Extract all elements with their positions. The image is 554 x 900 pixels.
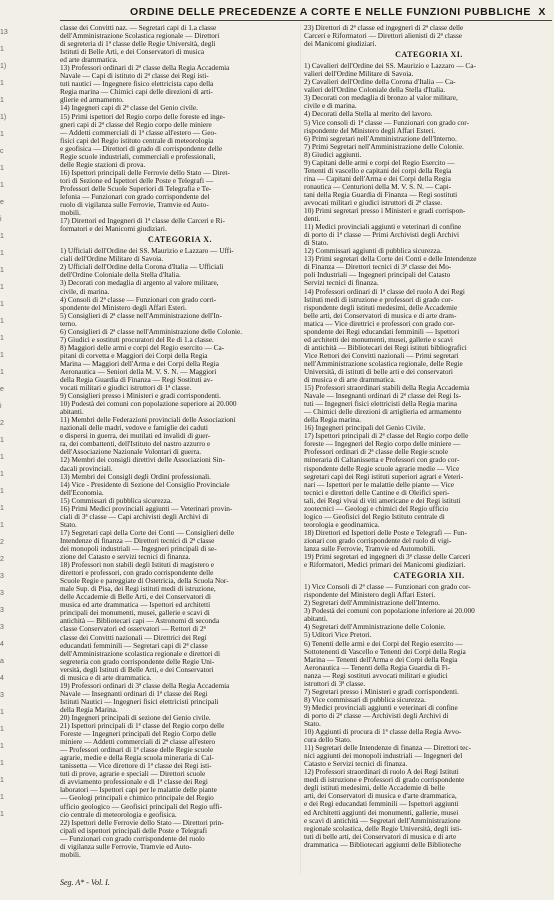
text-line: 7) Giudici e sostituti procuratori del Re di 1.a classe. <box>60 334 214 344</box>
text-line: 12) Membri dei consigli direttivi delle Associazioni Sin- <box>60 455 225 465</box>
text-line: 18) Professori non stabili degli Istituti di magistero e <box>60 560 215 570</box>
text-line: avvocati militari e giudici istruttori di 2ª classe. <box>304 197 443 207</box>
text-line: cio centrale di meteorologia e geofisica. <box>60 809 177 819</box>
text-line: versità, degli Istituti di Belle Arti, e dei Conservatori <box>60 664 214 674</box>
text-line: ed arte drammatica. <box>60 55 118 65</box>
text-line: 8) Maggiori delle armi e corpi del Regio esercito — Ca- <box>60 342 225 352</box>
text-line: teorologia e geodinamica. <box>304 519 380 529</box>
margin-mark: 1 <box>0 777 4 784</box>
category-heading: CATEGORIA X. <box>147 235 213 245</box>
margin-mark: 1 <box>0 437 4 444</box>
text-line: rispondente del Ministero degli Affari Esteri. <box>304 125 436 135</box>
text-line: 15) Professori straordinari stabili della Regia Accademia <box>304 383 470 393</box>
text-line: Sottotenenti di Vascello e Tenenti dei Corpi della Regia <box>304 646 466 656</box>
text-line: 5) Consiglieri di 2ª classe nell'Amministrazione dell'In- <box>60 310 222 320</box>
text-line: cura dello Stato. <box>304 735 352 745</box>
text-line: e geofisica — Direttori di grado di corrispondente delle <box>60 143 223 153</box>
text-line: 11) Membri delle Federazioni provinciali delle Associazioni <box>60 415 236 425</box>
margin-mark: 1 <box>0 301 4 308</box>
text-line: spondente del Ministero degli Affari Esteri. <box>60 302 187 312</box>
margin-mark: 1 <box>0 318 4 325</box>
margin-mark: 1 <box>0 80 4 87</box>
text-line: mobili. <box>60 208 81 218</box>
text-line: degli istituti medesimi, delle Accademie di belle <box>304 783 445 793</box>
text-line: 1) Vice Consoli di 2ª classe — Funzionari con grado cor- <box>304 582 471 592</box>
margin-mark: e <box>0 199 4 206</box>
text-line: Regie scuole industriali, commerciali e professionali, <box>60 151 216 161</box>
text-line: Regia marina — Chimici capi delle direzioni di arti- <box>60 87 213 97</box>
text-line: 5) Uditori Vice Pretori. <box>304 630 372 640</box>
text-line: terno. <box>60 318 77 328</box>
margin-mark: 1 <box>0 522 4 529</box>
text-line: mobili. <box>60 849 81 859</box>
text-line: 6) Consiglieri di 2ª classe nell'Amministrazione delle Colonie. <box>60 326 243 336</box>
text-line: 3) Decorati con medaglia di bronzo al valor militare, <box>304 93 458 103</box>
text-line: 5) Vice consoli di 1ª classe — Funzionari con grado cor- <box>304 117 470 127</box>
text-line: Marina — Tenenti dell'Arma e dei Corpi della Regia <box>304 654 458 664</box>
text-line: tuti nautici — Ingegnere fisico elettricista capo della <box>60 79 214 89</box>
margin-mark: 3 <box>0 692 4 699</box>
text-line: — Funzionari con grado corrispondente del ruolo <box>60 833 205 843</box>
text-line: 13) Professori ordinari di 2ª classe della Regia Accademia <box>60 63 230 73</box>
text-line: agrarie, medie e della Regia scuola mineraria di Cal- <box>60 753 214 763</box>
margin-mark: 1 <box>0 505 4 512</box>
text-line: dell'Economia. <box>60 487 104 497</box>
text-line: 19) Professori ordinari di 3ª classe della Regia Accademia <box>60 680 230 690</box>
margin-mark: i <box>0 216 2 223</box>
text-line: dell'Associazione Nazionale Volontari di guerra. <box>60 447 202 457</box>
margin-mark: 1 <box>0 267 4 274</box>
text-line: drammatica — Bibliotecari aggiunti delle Biblioteche <box>304 839 462 849</box>
text-line: nazionali delle madri, vedove e famiglie dei caduti <box>60 423 208 433</box>
text-line: 20) Ingegneri principali di sezione del Genio civile. <box>60 712 211 722</box>
text-line: 13) Primi segretari della Corte dei Conti e delle Intendenze <box>304 254 477 264</box>
text-line: dei monopoli industriali — Ingegneri principali di se- <box>60 544 217 553</box>
text-line: classe Conservatori ed osservatori — Rettori di 2ª <box>60 624 206 634</box>
margin-mark: 1) <box>0 114 7 121</box>
text-line: 15) Commissari di pubblica sicurezza. <box>60 495 173 505</box>
text-line: 9) Consiglieri presso i Ministeri e gradi corrispondenti. <box>60 391 221 401</box>
text-line: 19) Primi segretari ed ingegneri di 3ª classe delle Carceri <box>304 552 471 562</box>
text-line: valieri dell'Ordine Coloniale della Stella d'Italia. <box>304 85 446 95</box>
text-line: pitani di corvetta e Maggiori dei Corpi della Regia <box>60 350 208 360</box>
text-line: formatori e dei Manicomi giudiziari. <box>60 224 167 234</box>
text-line: gneri capi di 2ª classe del Regio corpo delle miniere <box>60 119 212 129</box>
text-line: rispondente del Ministero degli Affari Esteri. <box>304 590 436 600</box>
text-line: di porto di 1ª classe — Primi Archivisti degli Archivi <box>304 230 460 240</box>
text-line: di musica e di arte drammatica. <box>304 375 396 385</box>
text-line: segreteria con grado corrispondente delle Regie Uni- <box>60 656 215 666</box>
margin-mark: c <box>0 148 4 155</box>
text-line: male Sup. di Pisa, dei Regi istituti medi di istruzione, <box>60 584 216 594</box>
text-line: Carceri e Riformatori — Direttori alienisti di 2ª classe <box>304 31 463 41</box>
text-line: denti. <box>304 214 321 224</box>
text-line: — Professori ordinari di 1ª classe delle Regie scuole <box>60 745 214 755</box>
text-line: — Chimici delle direzioni di artiglieria ed armamento <box>304 407 462 417</box>
text-line: 3) Decorati con medaglia di argento al valore militare, <box>60 278 219 288</box>
text-line: di vigilanza sulle Ferrovie, Tramvie ed Auto- <box>60 841 192 851</box>
text-line: 9) Capitani delle armi e corpi del Regio Esercito — <box>304 157 455 167</box>
margin-mark: 1 <box>0 233 4 240</box>
margin-mark: i <box>0 403 2 410</box>
text-line: Scuole Regie e pareggiate di Ostetricia, della Scuola Nor- <box>60 576 229 586</box>
text-line: Foreste — Ingegneri principali del Regio Corpo delle <box>60 729 217 739</box>
text-line: 10) Podestà dei comuni con popolazione superiore ai 20.000 <box>60 399 237 409</box>
text-line: 1) Cavalieri dell'Ordine dei SS. Maurizio e Lazzaro — Ca- <box>304 61 476 71</box>
text-line: segretari capi dei Regi istituti superiori agrari e Veteri- <box>304 471 464 481</box>
text-line: di avviamento professionale e di 1ª classe dei Regi <box>60 777 208 787</box>
margin-mark: 1 <box>0 131 4 138</box>
text-line: delle Regie stazioni di prova. <box>60 159 146 169</box>
header-rule <box>60 20 552 21</box>
page-footer <box>60 878 360 887</box>
text-line: Marina — Maggiori dell'Arma e dei Corpi della Regia <box>60 358 219 368</box>
margin-mark: 3 <box>0 573 4 580</box>
margin-mark: 1 <box>0 811 4 818</box>
text-line: Istituti Nautici — Ingegneri fisici elettricisti principali <box>60 696 219 706</box>
text-line: 7) Primi Segretari nell'Amministrazione delle Colonie. <box>304 141 464 151</box>
margin-mark: 3 <box>0 624 4 631</box>
text-line: Navale — Insegnanti ordinari di 2ª classe dei Regi Is- <box>304 391 462 401</box>
text-line: di musica e di arte drammatica. <box>60 672 152 682</box>
text-line: abitanti. <box>60 407 84 417</box>
right-column <box>304 24 554 849</box>
text-line: tecnici e direttori delle Cantine e di Oleifici speri- <box>304 487 450 497</box>
margin-mark: 1 <box>0 250 4 257</box>
text-line: di segreteria di 1ª classe delle Regie Università, degli <box>60 39 216 49</box>
text-line: dell'Ordine Coloniale della Stella d'Italia. <box>60 270 181 280</box>
text-line: 14) Vice - Presidente di Sezione del Consiglio Provinciale <box>60 479 230 489</box>
text-line: 17) Direttori ed Ingegneri di 1ª classe delle Carceri e Ri- <box>60 216 225 226</box>
text-line: e dispersi in guerra, dei mutilati ed invalidi di guer- <box>60 431 211 441</box>
text-line: 21) Ispettori principali di 1ª classe del Regio corpo delle <box>60 721 225 731</box>
text-line: Vice Rettori dei Convitti nazionali — Primi segretari <box>304 350 459 360</box>
margin-mark: 1 <box>0 97 4 104</box>
text-line: tori di Sezione ed Ispettori delle Poste e Telegrafi — <box>60 175 214 185</box>
text-line: 1) Ufficiali dell'Ordine dei SS. Maurizio e Lazzaro — Uffi- <box>60 246 234 256</box>
text-line: tuti — Ingegneri fisici elettricisti della Regia marina <box>304 399 457 409</box>
text-line: Servizi tecnici di finanza. <box>304 278 379 288</box>
text-line: 8) Vice commissari di pubblica sicurezza. <box>304 694 426 704</box>
text-line: ra, dei combattenti, dell'Istituto del nastro azzurro e <box>60 439 211 449</box>
margin-mark: 1 <box>0 182 4 189</box>
margin-mark: 4 <box>0 675 4 682</box>
text-line: ronautica — Centurioni della M. V. S. N. — Capi- <box>304 181 452 191</box>
text-line: ruolo di vigilanza sulle Ferrovie, Tramvie ed Auto- <box>60 200 209 210</box>
category-heading: CATEGORIA XII. <box>393 571 465 581</box>
text-line: 2) Ufficiali dell'Ordine della Corona d'Italia — Ufficiali <box>60 262 224 272</box>
text-line: tali, dei Regi vivai di viti americane e dei Regi istituti <box>304 495 461 505</box>
left-column <box>60 24 300 859</box>
category-heading: CATEGORIA XI. <box>395 50 463 60</box>
text-line: 7) Segretari presso i Ministeri e gradi corrispondenti. <box>304 686 459 696</box>
text-line: nari — Ispettori per le malattie delle piante — Vice <box>304 479 454 489</box>
margin-mark: 3 <box>0 590 4 597</box>
text-line: abitanti. <box>304 614 328 624</box>
text-line: 13) Membri dei Consigli degli Ordini professionali. <box>60 471 211 481</box>
text-line: dacali provinciali. <box>60 463 113 473</box>
margin-mark: 1 <box>0 352 4 359</box>
text-line: dei Manicomi giudiziari. <box>304 39 377 49</box>
text-line: ciali dell'Ordine Militare di Savoia. <box>60 254 164 264</box>
text-line: cipali ed ispettori principali delle Poste e Telegrafi <box>60 825 208 835</box>
text-line: nell'Amministrazione scolastica regionale, delle Regie <box>304 358 463 368</box>
text-line: 4) Consoli di 2ª classe — Funzionari con grado corri- <box>60 294 217 304</box>
text-line: di Stato. <box>304 238 329 248</box>
text-line: Navale — Insegnanti ordinari di 1ª classe dei Regi <box>60 688 208 698</box>
text-line: rina — Capitani dell'Arma e dei Corpi della Regia <box>304 173 451 183</box>
text-line: ciali di 3ª classe — Capi archivisti degli Archivi di <box>60 511 209 521</box>
page-numeral: X <box>538 6 546 18</box>
text-line: tuti di belle arti, dei Conservatori di musica e di arte <box>304 831 457 841</box>
text-line: 14) Professori ordinari di 1ª classe del ruolo A dei Regi <box>304 286 465 296</box>
text-line: di porto di 2ª classe — Archivisti degli Archivi di <box>304 710 449 720</box>
text-line: 9) Medici provinciali aggiunti e veterinari di confine <box>304 702 458 712</box>
margin-mark: 1 <box>0 726 4 733</box>
text-line: medi di istruzione e Professori di grado corrispondente <box>304 775 465 785</box>
text-line: civile, di marina. <box>60 286 110 296</box>
text-line: logico — Geofisici del Regio Istituto centrale di <box>304 511 445 521</box>
text-line: e scavi di antichità — Segretari dell'Amministrazione <box>304 815 461 825</box>
text-line: musica ed arte drammatica — Ispettori ed architetti <box>60 600 211 610</box>
text-line: Catasto e Servizi tecnici di finanza. <box>304 759 408 769</box>
text-line: arti, dei Conservatori di musica e d'arte drammatica, <box>304 791 457 801</box>
page-header <box>130 6 550 18</box>
text-line: Istituti di Belle Arti, e dei Conservatori di musica <box>60 47 205 57</box>
text-line: nici aggiunti dei monopoli industriali — Ingegneri del <box>304 751 463 761</box>
margin-mark: 1 <box>0 165 4 172</box>
text-line: 16) Ispettori principali delle Ferrovie dello Stato — Diret- <box>60 167 230 177</box>
text-line: e dei Regi educandati femminili — Ispettori aggiunti <box>304 799 459 809</box>
text-line: rispondente delle Regie scuole agrarie medie — Vice <box>304 463 460 473</box>
text-line: ufficio geologico — Geofisici principali del Regio uffi- <box>60 801 223 811</box>
text-line: Istituti medi di istruzione e professori di grado cor- <box>304 294 453 304</box>
text-line: della Regia Marina. <box>60 704 118 714</box>
text-line: ed Architetti aggiunti dei monumenti, gallerie, musei <box>304 807 459 817</box>
text-line: Navale — Capi di istituto di 2ª classe dei Regi isti- <box>60 71 209 81</box>
text-line: 3) Podestà dei comuni con popolazione inferiore ai 20.000 <box>304 606 475 616</box>
text-line: 4) Segretari dell'Amministrazione delle Colonie. <box>304 622 446 632</box>
text-line: 16) Primi Medici provinciali aggiunti — Veterinari provin- <box>60 503 233 513</box>
text-line: civile e di marina. <box>304 101 357 111</box>
text-line: ed architetti dei monumenti, musei, gallerie e scavi <box>304 334 453 344</box>
text-line: educandati femminili — Segretari capi di 2ª classe <box>60 640 208 650</box>
text-line: mineraria di Caltanissetta e Professori con grado cor- <box>304 455 460 465</box>
text-line: Professori delle Scuole Superiori di Telegrafia e Te- <box>60 183 212 193</box>
text-line: tuti di prove, agrarie e speciali — Direttori scuole <box>60 769 206 779</box>
margin-mark: 2 <box>0 539 4 546</box>
footer-text: Seg. A* - Vol. I. <box>60 878 110 887</box>
text-line: 15) Primi ispettori del Regio corpo delle foreste ed inge- <box>60 111 226 121</box>
text-line: Aeronautica — Seniori della M. V. S. N. — Maggiori <box>60 366 217 376</box>
text-line: 17) Segretari capi della Corte dei Conti — Consiglieri delle <box>60 527 235 537</box>
text-line: 6) Tenenti delle armi e dei Corpi del Regio esercito — <box>304 638 463 648</box>
margin-mark: 1 <box>0 335 4 342</box>
text-line: zootecnici — Geologi e chimici del Regio ufficio <box>304 503 449 513</box>
margin-mark: 1 <box>0 760 4 767</box>
margin-mark: 2 <box>0 556 4 563</box>
text-line: principali dei monumenti, musei, gallerie e scavi di <box>60 608 210 618</box>
text-line: di Finanza — Direttori tecnici di 3ª classe dei Mo- <box>304 262 452 272</box>
margin-mark: 13 <box>0 29 8 36</box>
margin-mark: 1 <box>0 284 4 291</box>
text-line: 11) Medici provinciali aggiunti e veterinari di confine <box>304 222 462 232</box>
margin-mark: a <box>0 658 4 665</box>
text-line: delle Accademie di Belle Arti, e dei Conservatori di <box>60 592 211 602</box>
margin-mark: 2 <box>0 420 4 427</box>
text-line: vocati militari e giudici istruttori di 1ª classe. <box>60 383 192 393</box>
margin-mark: 3 <box>0 607 4 614</box>
text-line: glierie ed armamento. <box>60 95 124 105</box>
text-line: lanza sulle Ferrovie, Tramvie ed Automobili. <box>304 544 436 553</box>
text-line: lefonia — Funzionari con grado corrispondente del <box>60 191 210 201</box>
text-line: Intendenze di finanza — Direttori tecnici di 2ª classe <box>60 535 215 545</box>
margin-mark: 1 <box>0 46 4 53</box>
text-line: 18) Direttori ed Ispettori delle Poste e Telegrafi — Fun- <box>304 527 467 537</box>
text-line: 14) Ingegneri capi di 2ª classe del Genio civile. <box>60 103 198 113</box>
text-line: Tenenti di vascello e capitani dei corpi della Regia <box>304 165 452 175</box>
text-line: Università, di istituti di belle arti e dei conservatori <box>304 366 453 376</box>
text-line: della Regia Guardia di Finanza — Regi Sostituti av- <box>60 375 213 385</box>
text-line: foreste — Ingegneri del Regio corpo delle miniere — <box>304 439 461 449</box>
text-line: poli Industriali — Ingegneri principali del Catasto <box>304 270 451 280</box>
text-line: antichità — Bibliotecari capi — Astronomi di seconda <box>60 616 220 626</box>
margin-mark: 1 <box>0 709 4 716</box>
text-line: — Addetti commerciali di 1ª classe all'estero — Geo- <box>60 127 217 137</box>
text-line: 12) Professori straordinari di ruolo A dei Regi Istituti <box>304 767 459 777</box>
margin-mark: 1 <box>0 794 4 801</box>
text-line: 6) Primi segretari nell'Amministrazione dell'Interno. <box>304 133 457 143</box>
margin-mark: 1 <box>0 471 4 478</box>
text-line: dell'Amministrazione scolastica regionale e direttori di <box>60 648 220 658</box>
text-line: valieri dell'Ordine Militare di Savoia. <box>304 69 414 79</box>
text-line: 23) Direttori di 2ª classe ed ingegneri di 2ª classe delle <box>304 24 464 32</box>
text-line: direttori e professori, con grado corrispondente delle <box>60 568 214 578</box>
column-divider <box>300 24 301 874</box>
text-line: tani della Regia Guardia di Finanza — Regi sostituti <box>304 189 458 199</box>
text-line: fisici capi del Regio istituto centrale di meteorologia <box>60 135 214 145</box>
text-line: matica — Vice direttrici e professori con grado cor- <box>304 318 455 328</box>
text-line: 22) Ispettori delle Ferrovie dello Stato — Direttori prin- <box>60 817 224 827</box>
margin-mark: e <box>0 386 4 393</box>
text-line: miniere — Addetti commerciali di 2ª classe all'estero <box>60 737 216 747</box>
text-line: zione del Catasto e servizi tecnici di finanza. <box>60 552 191 562</box>
text-line: della Regia marina. <box>304 415 361 425</box>
margin-gutter <box>0 24 52 884</box>
text-line: rispondente degli istituti medesimi, delle Accademie <box>304 302 458 312</box>
text-line: classe dei Convitti naz. — Segretari capi di 1.a classe <box>60 24 217 32</box>
text-line: 12) Commissari aggiunti di pubblica sicurezza. <box>304 246 442 256</box>
text-line: zionari con grado corrispondente del ruolo di vigi- <box>304 535 452 545</box>
margin-mark: 1 <box>0 743 4 750</box>
text-line: 8) Giudici aggiunti. <box>304 149 362 159</box>
text-line: laboratori — Ispettori capi per le malattie delle piante <box>60 785 217 795</box>
text-line: Aeronautica — Tenenti della Regia Guardia di Fi- <box>304 662 451 672</box>
text-line: e Riformatori, Medici primari dei Manicomi giudiziari. <box>304 560 466 570</box>
text-line: nanza — Regi sostituti avvocati militari e giudici <box>304 670 448 680</box>
text-line: regionale scolastica, delle Regie Università, degli isti- <box>304 823 462 833</box>
text-line: 10) Aggiunti di procura di 1ª classe della Regia Avvo- <box>304 727 462 737</box>
text-line: classe dei Convitti nazionali — Direttrici dei Regi <box>60 632 207 642</box>
margin-mark: 4 <box>0 641 4 648</box>
text-line: 17) Ispettori principali di 2ª classe del Regio corpo delle <box>304 431 469 441</box>
margin-mark: 1 <box>0 369 4 376</box>
text-line: 10) Primi segretari presso i Ministeri e gradi corrispon- <box>304 206 466 216</box>
margin-mark: 1) <box>0 63 7 70</box>
text-line: 16) Ingegneri principali del Genio Civile. <box>304 423 426 433</box>
text-line: Professori ordinari di 2ª classe delle Regie scuole <box>304 447 449 457</box>
text-line: spondente dei Regi educandati femminili — Ispettori <box>304 326 460 336</box>
margin-mark: 1 <box>0 454 4 461</box>
text-line: 2) Segretari dell'Amministrazione dell'Interno. <box>304 598 440 608</box>
text-line: 2) Cavalieri dell'Ordine della Corona d'Italia — Ca- <box>304 77 456 87</box>
header-title: ORDINE DELLE PRECEDENZE A CORTE E NELLE FUNZIONI PUBBLICHE <box>130 6 531 18</box>
text-line: tanissetta — Vice direttore di 1ª classe dei Regi isti- <box>60 761 212 771</box>
text-line: istruttori di 3ª classe. <box>304 678 366 688</box>
text-line: dell'Amministrazione Scolastica regionale — Direttori <box>60 31 220 41</box>
text-line: belle arti, dei Conservatori di musica e di arte dram- <box>304 310 457 320</box>
margin-mark: 1 <box>0 488 4 495</box>
text-line: — Geologi principali e chimico principale del Regio <box>60 793 214 803</box>
text-line: di antichità — Bibliotecari dei Regi istituti bibliografici <box>304 342 467 352</box>
text-line: 4) Decorati della Stella al merito del lavoro. <box>304 109 433 119</box>
text-line: Stato. <box>60 519 77 529</box>
text-line: Stato. <box>304 718 321 728</box>
text-line: 11) Segretari delle Intendenze di finanza — Direttori tec- <box>304 743 472 753</box>
